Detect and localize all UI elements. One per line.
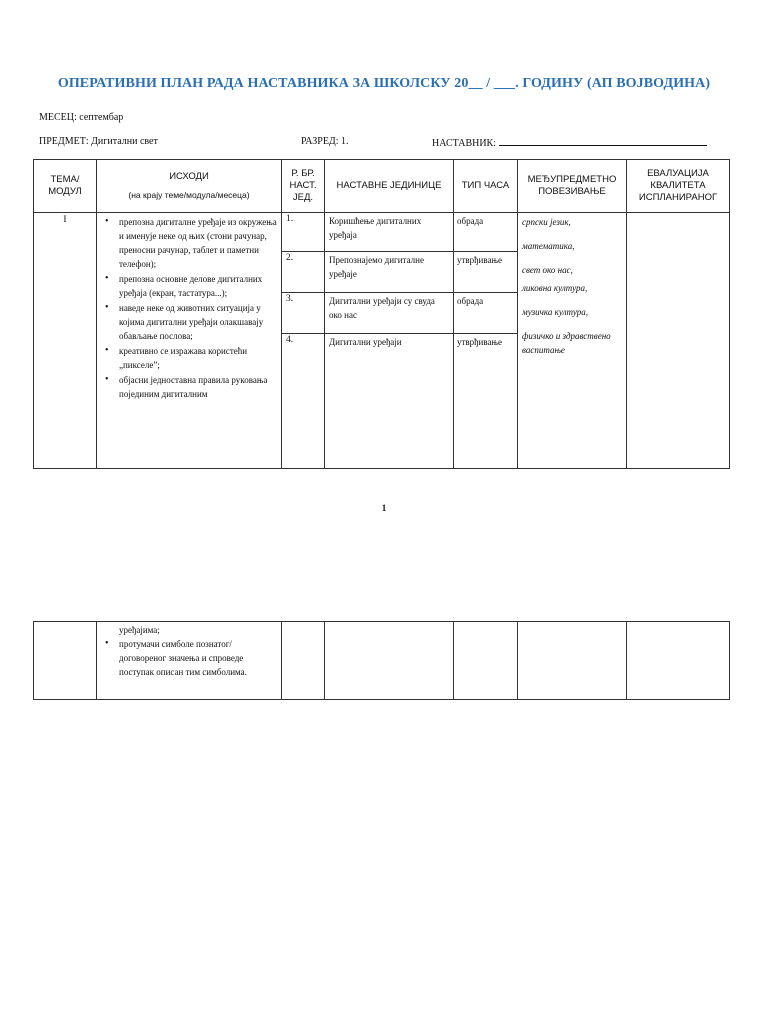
- cross-curricular-item: музичка култура,: [522, 307, 588, 317]
- header-unit-no: Р. БР. НАСТ. ЈЕД.: [282, 160, 325, 213]
- plan-table: [33, 159, 730, 469]
- empty-cell: [518, 622, 627, 700]
- list-item: • креативно се изражава користећи „пикселе”;: [119, 344, 277, 372]
- list-item: • наведе неке од животних ситуација у којима дигитални уређаји олакшавају обављање послова;: [119, 301, 277, 343]
- outcomes-list: [97, 213, 281, 401]
- table-row: [34, 622, 730, 700]
- unit-number: 2.: [282, 252, 325, 293]
- unit-name: Дигитални уређаји: [325, 334, 454, 359]
- cross-curricular-item: свет око нас,: [522, 265, 573, 275]
- module-row: [34, 213, 730, 252]
- empty-cell: [325, 622, 454, 700]
- empty-cell: [454, 622, 518, 700]
- header-evaluation: ЕВАЛУАЦИЈА КВАЛИТЕТА ИСПЛАНИРАНОГ: [627, 160, 730, 213]
- unit-type: обрада: [454, 293, 518, 334]
- list-item: • објасни једноставна правила руковања појединим дигиталним: [119, 373, 277, 401]
- subject-label: ПРЕДМЕТ: Дигитални свет: [39, 136, 158, 147]
- header-units: НАСТАВНЕ ЈЕДИНИЦЕ: [325, 160, 454, 213]
- list-item: • препозна дигиталне уређаје из окружења и именује неке од њих (стони рачунар, преносни рачунар, таблет и паметни телефон);: [119, 215, 277, 271]
- grade-label: РАЗРЕД: 1.: [301, 136, 349, 147]
- list-item: • протумачи симболе познатог/договореног значења и спроведе поступак описан тим симболима.: [119, 637, 277, 679]
- document-title: ОПЕРАТИВНИ ПЛАН РАДА НАСТАВНИКА ЗА ШКОЛСКУ 20__ / ___. ГОДИНУ (АП ВОЈВОДИНА): [57, 76, 711, 91]
- filler-cell: [282, 358, 325, 469]
- cross-curricular-item: ликовна култура,: [522, 283, 588, 293]
- empty-cell: [627, 622, 730, 700]
- unit-name: Препознајемо дигиталне уређаје: [325, 252, 454, 293]
- header-lesson-type: ТИП ЧАСА: [454, 160, 518, 213]
- cross-curricular-cell: [518, 213, 627, 469]
- plan-table-continuation: [33, 621, 730, 700]
- evaluation-cell: [627, 213, 730, 469]
- unit-number: 4.: [282, 334, 325, 359]
- cross-curricular-item: српски језик,: [522, 217, 571, 227]
- empty-cell: [282, 622, 325, 700]
- unit-number: 3.: [282, 293, 325, 334]
- header-theme: ТЕМА/ МОДУЛ: [34, 160, 97, 213]
- header-row: [34, 160, 730, 213]
- unit-type: утврђивање: [454, 334, 518, 359]
- cross-curricular-item: математика,: [522, 241, 575, 251]
- outcomes-continuation-cell: [97, 622, 282, 700]
- module-number: I: [34, 213, 97, 469]
- outcomes-list: [97, 637, 281, 679]
- empty-cell: [34, 622, 97, 700]
- header-outcomes-label: ИСХОДИ: [169, 171, 209, 182]
- unit-name: Дигитални уређаји су свуда око нас: [325, 293, 454, 334]
- header-outcomes: [97, 160, 282, 213]
- teacher-field: [432, 136, 707, 149]
- unit-name: Коришћење дигиталних уређаја: [325, 213, 454, 252]
- filler-cell: [325, 358, 454, 469]
- outcomes-cell: [97, 213, 282, 469]
- unit-type: утврђивање: [454, 252, 518, 293]
- cross-curricular-item: физичко и здравствено васпитање: [522, 331, 611, 355]
- unit-number: 1.: [282, 213, 325, 252]
- header-cross-curricular: МЕЂУПРЕДМЕТНО ПОВЕЗИВАЊЕ: [518, 160, 627, 213]
- list-item: • препозна основне делове дигиталних уређаја (екран, тастатура...);: [119, 272, 277, 300]
- teacher-label: НАСТАВНИК:: [432, 138, 497, 149]
- unit-type: обрада: [454, 213, 518, 252]
- month-label: МЕСЕЦ: септембар: [39, 112, 124, 123]
- page-number: 1: [381, 503, 387, 513]
- header-outcomes-sub: (на крају теме/модула/месеца): [128, 190, 250, 200]
- filler-cell: [454, 358, 518, 469]
- outcome-continuation-line: уређајима;: [119, 625, 160, 635]
- teacher-blank-line: [499, 136, 707, 146]
